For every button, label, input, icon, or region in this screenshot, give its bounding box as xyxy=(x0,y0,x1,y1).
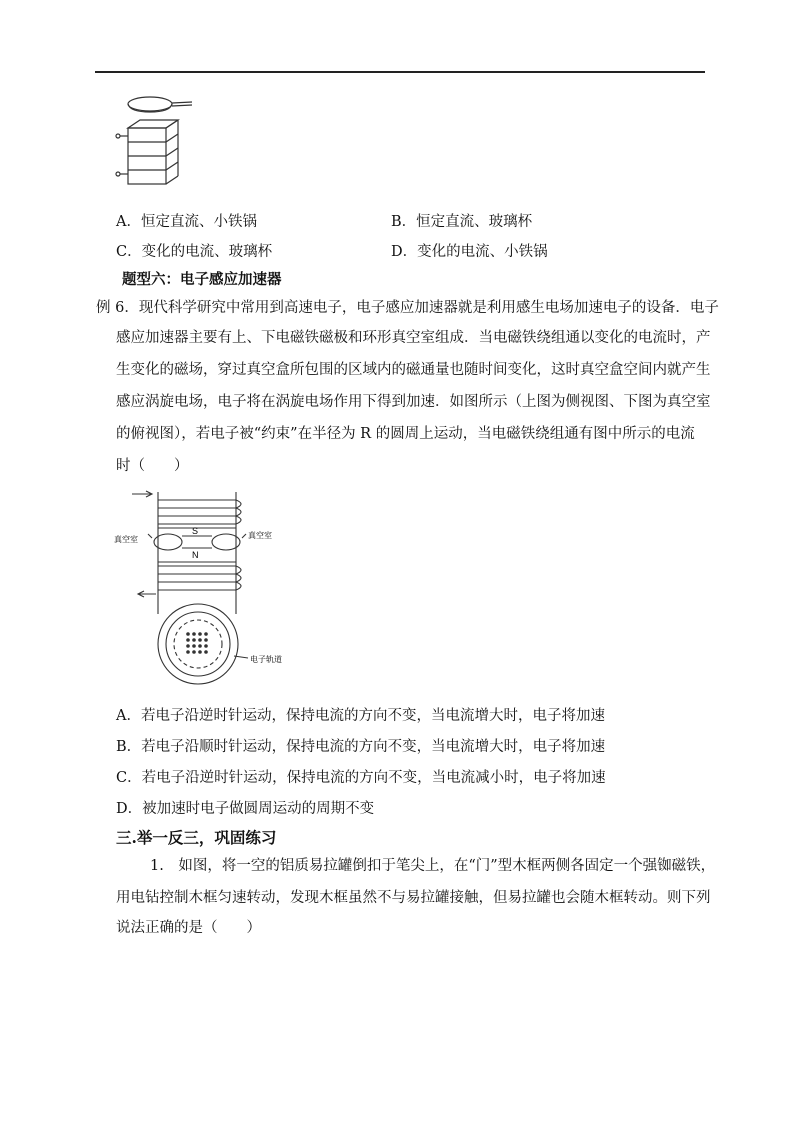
pan-coil-figure xyxy=(110,90,200,190)
example6-line-3: 生变化的磁场，穿过真空盒所包围的区域内的磁通量也随时间变化，这时真空盒空间内就产生 xyxy=(116,362,711,378)
pole-n-label: N xyxy=(192,550,199,560)
exercise1-line-2: 用电钻控制木框匀速转动，发现木框虽然不与易拉罐接触，但易拉罐也会随木框转动。则下列 xyxy=(116,890,711,906)
section3-title: 三.举一反三，巩固练习 xyxy=(116,828,277,847)
example6-line-2: 感应加速器主要有上、下电磁铁磁极和环形真空室组成．当电磁铁绕组通以变化的电流时，产 xyxy=(116,330,711,346)
betatron-figure xyxy=(112,484,322,694)
electron-orbit-label: 电子轨道 xyxy=(250,655,282,664)
vacuum-chamber-label-right: 真空室 xyxy=(248,531,272,540)
example6-line-1: 例 6．现代科学研究中常用到高速电子，电子感应加速器就是利用感生电场加速电子的设备．电子 xyxy=(96,300,719,316)
option-b[interactable]: B．恒定直流、玻璃杯 xyxy=(391,214,533,230)
exercise1-line-1: 1. 如图，将一空的铝质易拉罐倒扣于笔尖上，在“门”型木框两侧各固定一个强铷磁铁， xyxy=(150,858,716,874)
example6-option-b[interactable]: B．若电子沿顺时针运动，保持电流的方向不变，当电流增大时，电子将加速 xyxy=(116,739,606,755)
example6-option-a[interactable]: A．若电子沿逆时针运动，保持电流的方向不变，当电流增大时，电子将加速 xyxy=(116,708,605,724)
example6-line-4: 感应涡旋电场，电子将在涡旋电场作用下得到加速．如图所示（上图为侧视图、下图为真空室 xyxy=(116,394,711,410)
example6-line-6: 时（ ） xyxy=(116,458,189,474)
option-c[interactable]: C．变化的电流、玻璃杯 xyxy=(116,244,273,260)
option-d[interactable]: D．变化的电流、小铁锅 xyxy=(391,244,548,260)
example6-option-c[interactable]: C．若电子沿逆时针运动，保持电流的方向不变，当电流减小时，电子将加速 xyxy=(116,770,606,786)
example6-line-5: 的俯视图），若电子被“约束”在半径为 R 的圆周上运动，当电磁铁绕组通有图中所示的电流 xyxy=(116,426,695,442)
exercise1-line-3: 说法正确的是（ ） xyxy=(116,920,261,936)
section6-title: 题型六：电子感应加速器 xyxy=(122,271,282,288)
header-rule xyxy=(95,71,705,73)
option-a[interactable]: A．恒定直流、小铁锅 xyxy=(116,214,257,230)
example6-option-d[interactable]: D．被加速时电子做圆周运动的周期不变 xyxy=(116,801,375,817)
pole-s-label: S xyxy=(192,526,199,536)
vacuum-chamber-label-left: 真空室 xyxy=(114,535,138,544)
